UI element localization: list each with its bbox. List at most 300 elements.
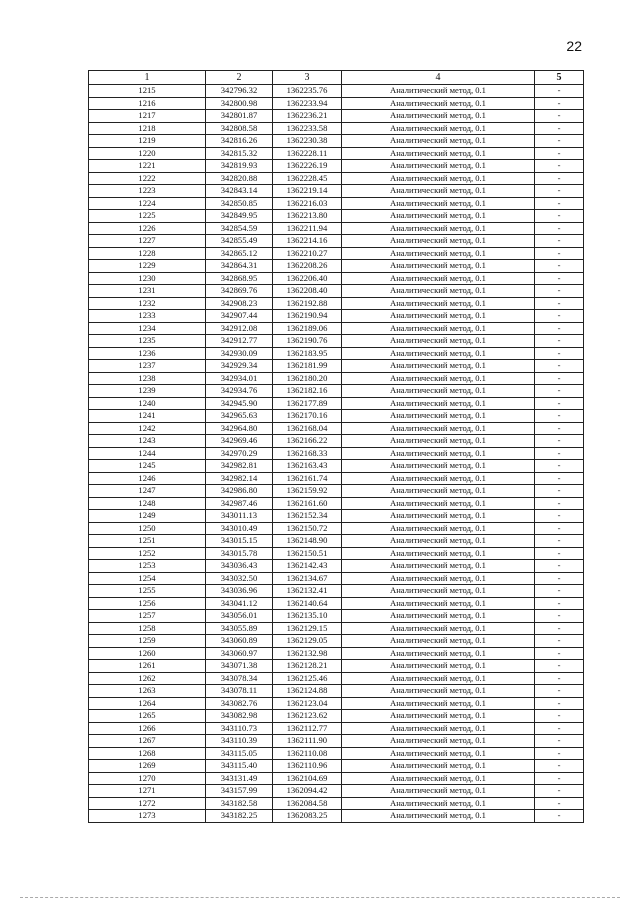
point-number-cell: 1267 xyxy=(89,735,206,748)
method-cell: Аналитический метод, 0.1 xyxy=(342,710,535,723)
point-number-cell: 1245 xyxy=(89,460,206,473)
y-coordinate-cell: 1362084.58 xyxy=(273,797,342,810)
point-number-cell: 1216 xyxy=(89,97,206,110)
method-cell: Аналитический метод, 0.1 xyxy=(342,160,535,173)
y-coordinate-cell: 1362125.46 xyxy=(273,672,342,685)
method-cell: Аналитический метод, 0.1 xyxy=(342,247,535,260)
column-header-4: 4 xyxy=(342,71,535,85)
note-cell: - xyxy=(535,360,584,373)
point-number-cell: 1260 xyxy=(89,647,206,660)
method-cell: Аналитический метод, 0.1 xyxy=(342,85,535,98)
x-coordinate-cell: 342843.14 xyxy=(206,185,273,198)
x-coordinate-cell: 342929.34 xyxy=(206,360,273,373)
note-cell: - xyxy=(535,797,584,810)
method-cell: Аналитический метод, 0.1 xyxy=(342,222,535,235)
method-cell: Аналитический метод, 0.1 xyxy=(342,647,535,660)
x-coordinate-cell: 343015.78 xyxy=(206,547,273,560)
table-row xyxy=(89,747,584,760)
x-coordinate-cell: 342819.93 xyxy=(206,160,273,173)
x-coordinate-cell: 343060.89 xyxy=(206,635,273,648)
y-coordinate-cell: 1362123.62 xyxy=(273,710,342,723)
note-cell: - xyxy=(535,547,584,560)
x-coordinate-cell: 342849.95 xyxy=(206,210,273,223)
y-coordinate-cell: 1362129.15 xyxy=(273,622,342,635)
table-row xyxy=(89,785,584,798)
table-row xyxy=(89,172,584,185)
y-coordinate-cell: 1362214.16 xyxy=(273,235,342,248)
x-coordinate-cell: 342987.46 xyxy=(206,497,273,510)
y-coordinate-cell: 1362083.25 xyxy=(273,810,342,823)
y-coordinate-cell: 1362216.03 xyxy=(273,197,342,210)
x-coordinate-cell: 342965.63 xyxy=(206,410,273,423)
table-row xyxy=(89,810,584,823)
table-row xyxy=(89,447,584,460)
column-header-3: 3 xyxy=(273,71,342,85)
table-row xyxy=(89,572,584,585)
method-cell: Аналитический метод, 0.1 xyxy=(342,660,535,673)
method-cell: Аналитический метод, 0.1 xyxy=(342,197,535,210)
page-bottom-line xyxy=(20,897,620,898)
x-coordinate-cell: 342934.76 xyxy=(206,385,273,398)
point-number-cell: 1272 xyxy=(89,797,206,810)
x-coordinate-cell: 342820.88 xyxy=(206,172,273,185)
note-cell: - xyxy=(535,635,584,648)
x-coordinate-cell: 343032.50 xyxy=(206,572,273,585)
y-coordinate-cell: 1362161.60 xyxy=(273,497,342,510)
x-coordinate-cell: 342970.29 xyxy=(206,447,273,460)
note-cell: - xyxy=(535,710,584,723)
note-cell: - xyxy=(535,185,584,198)
note-cell: - xyxy=(535,460,584,473)
note-cell: - xyxy=(535,410,584,423)
x-coordinate-cell: 342815.32 xyxy=(206,147,273,160)
x-coordinate-cell: 343078.11 xyxy=(206,685,273,698)
method-cell: Аналитический метод, 0.1 xyxy=(342,585,535,598)
method-cell: Аналитический метод, 0.1 xyxy=(342,735,535,748)
y-coordinate-cell: 1362132.41 xyxy=(273,585,342,598)
point-number-cell: 1252 xyxy=(89,547,206,560)
point-number-cell: 1215 xyxy=(89,85,206,98)
point-number-cell: 1236 xyxy=(89,347,206,360)
note-cell: - xyxy=(535,522,584,535)
note-cell: - xyxy=(535,535,584,548)
method-cell: Аналитический метод, 0.1 xyxy=(342,110,535,123)
note-cell: - xyxy=(535,247,584,260)
point-number-cell: 1233 xyxy=(89,310,206,323)
x-coordinate-cell: 342869.76 xyxy=(206,285,273,298)
method-cell: Аналитический метод, 0.1 xyxy=(342,522,535,535)
y-coordinate-cell: 1362123.04 xyxy=(273,697,342,710)
y-coordinate-cell: 1362226.19 xyxy=(273,160,342,173)
x-coordinate-cell: 342934.01 xyxy=(206,372,273,385)
table-row xyxy=(89,385,584,398)
method-cell: Аналитический метод, 0.1 xyxy=(342,322,535,335)
x-coordinate-cell: 342855.49 xyxy=(206,235,273,248)
note-cell: - xyxy=(535,372,584,385)
table-row xyxy=(89,97,584,110)
note-cell: - xyxy=(535,560,584,573)
y-coordinate-cell: 1362233.58 xyxy=(273,122,342,135)
point-number-cell: 1243 xyxy=(89,435,206,448)
y-coordinate-cell: 1362208.40 xyxy=(273,285,342,298)
method-cell: Аналитический метод, 0.1 xyxy=(342,497,535,510)
y-coordinate-cell: 1362190.94 xyxy=(273,310,342,323)
table-row xyxy=(89,85,584,98)
table-row xyxy=(89,122,584,135)
method-cell: Аналитический метод, 0.1 xyxy=(342,397,535,410)
y-coordinate-cell: 1362183.95 xyxy=(273,347,342,360)
y-coordinate-cell: 1362228.11 xyxy=(273,147,342,160)
y-coordinate-cell: 1362161.74 xyxy=(273,472,342,485)
x-coordinate-cell: 343082.98 xyxy=(206,710,273,723)
y-coordinate-cell: 1362211.94 xyxy=(273,222,342,235)
table-row xyxy=(89,560,584,573)
table-row xyxy=(89,797,584,810)
x-coordinate-cell: 342907.44 xyxy=(206,310,273,323)
point-number-cell: 1232 xyxy=(89,297,206,310)
table-row xyxy=(89,497,584,510)
x-coordinate-cell: 342982.14 xyxy=(206,472,273,485)
y-coordinate-cell: 1362110.08 xyxy=(273,747,342,760)
y-coordinate-cell: 1362210.27 xyxy=(273,247,342,260)
point-number-cell: 1222 xyxy=(89,172,206,185)
point-number-cell: 1257 xyxy=(89,610,206,623)
note-cell: - xyxy=(535,110,584,123)
point-number-cell: 1234 xyxy=(89,322,206,335)
method-cell: Аналитический метод, 0.1 xyxy=(342,472,535,485)
table-row xyxy=(89,210,584,223)
point-number-cell: 1229 xyxy=(89,260,206,273)
table-row xyxy=(89,235,584,248)
method-cell: Аналитический метод, 0.1 xyxy=(342,785,535,798)
y-coordinate-cell: 1362129.05 xyxy=(273,635,342,648)
y-coordinate-cell: 1362228.45 xyxy=(273,172,342,185)
note-cell: - xyxy=(535,210,584,223)
note-cell: - xyxy=(535,585,584,598)
point-number-cell: 1273 xyxy=(89,810,206,823)
y-coordinate-cell: 1362159.92 xyxy=(273,485,342,498)
point-number-cell: 1247 xyxy=(89,485,206,498)
x-coordinate-cell: 343115.05 xyxy=(206,747,273,760)
table-row xyxy=(89,772,584,785)
method-cell: Аналитический метод, 0.1 xyxy=(342,122,535,135)
x-coordinate-cell: 342982.81 xyxy=(206,460,273,473)
point-number-cell: 1223 xyxy=(89,185,206,198)
x-coordinate-cell: 343010.49 xyxy=(206,522,273,535)
point-number-cell: 1264 xyxy=(89,697,206,710)
table-row xyxy=(89,735,584,748)
table-row xyxy=(89,635,584,648)
method-cell: Аналитический метод, 0.1 xyxy=(342,135,535,148)
point-number-cell: 1249 xyxy=(89,510,206,523)
table-row xyxy=(89,685,584,698)
point-number-cell: 1262 xyxy=(89,672,206,685)
y-coordinate-cell: 1362132.98 xyxy=(273,647,342,660)
note-cell: - xyxy=(535,697,584,710)
x-coordinate-cell: 342912.08 xyxy=(206,322,273,335)
method-cell: Аналитический метод, 0.1 xyxy=(342,510,535,523)
column-header-2: 2 xyxy=(206,71,273,85)
method-cell: Аналитический метод, 0.1 xyxy=(342,410,535,423)
x-coordinate-cell: 342964.80 xyxy=(206,422,273,435)
note-cell: - xyxy=(535,272,584,285)
x-coordinate-cell: 343110.73 xyxy=(206,722,273,735)
note-cell: - xyxy=(535,447,584,460)
note-cell: - xyxy=(535,722,584,735)
note-cell: - xyxy=(535,660,584,673)
y-coordinate-cell: 1362150.51 xyxy=(273,547,342,560)
point-number-cell: 1227 xyxy=(89,235,206,248)
y-coordinate-cell: 1362112.77 xyxy=(273,722,342,735)
point-number-cell: 1268 xyxy=(89,747,206,760)
method-cell: Аналитический метод, 0.1 xyxy=(342,760,535,773)
point-number-cell: 1239 xyxy=(89,385,206,398)
table-row xyxy=(89,372,584,385)
y-coordinate-cell: 1362140.64 xyxy=(273,597,342,610)
method-cell: Аналитический метод, 0.1 xyxy=(342,747,535,760)
method-cell: Аналитический метод, 0.1 xyxy=(342,272,535,285)
note-cell: - xyxy=(535,685,584,698)
y-coordinate-cell: 1362236.21 xyxy=(273,110,342,123)
note-cell: - xyxy=(535,785,584,798)
coordinates-table xyxy=(88,70,584,823)
point-number-cell: 1228 xyxy=(89,247,206,260)
point-number-cell: 1218 xyxy=(89,122,206,135)
note-cell: - xyxy=(535,197,584,210)
note-cell: - xyxy=(535,672,584,685)
y-coordinate-cell: 1362110.96 xyxy=(273,760,342,773)
x-coordinate-cell: 342808.58 xyxy=(206,122,273,135)
point-number-cell: 1226 xyxy=(89,222,206,235)
y-coordinate-cell: 1362135.10 xyxy=(273,610,342,623)
table-row xyxy=(89,697,584,710)
note-cell: - xyxy=(535,347,584,360)
note-cell: - xyxy=(535,85,584,98)
method-cell: Аналитический метод, 0.1 xyxy=(342,147,535,160)
x-coordinate-cell: 343056.01 xyxy=(206,610,273,623)
y-coordinate-cell: 1362192.88 xyxy=(273,297,342,310)
x-coordinate-cell: 342800.98 xyxy=(206,97,273,110)
y-coordinate-cell: 1362166.22 xyxy=(273,435,342,448)
note-cell: - xyxy=(535,122,584,135)
x-coordinate-cell: 343036.43 xyxy=(206,560,273,573)
table-row xyxy=(89,297,584,310)
table-row xyxy=(89,435,584,448)
table-row xyxy=(89,285,584,298)
table-row xyxy=(89,160,584,173)
point-number-cell: 1221 xyxy=(89,160,206,173)
table-body xyxy=(89,85,584,823)
x-coordinate-cell: 342816.26 xyxy=(206,135,273,148)
x-coordinate-cell: 343060.97 xyxy=(206,647,273,660)
point-number-cell: 1251 xyxy=(89,535,206,548)
y-coordinate-cell: 1362142.43 xyxy=(273,560,342,573)
method-cell: Аналитический метод, 0.1 xyxy=(342,385,535,398)
note-cell: - xyxy=(535,735,584,748)
y-coordinate-cell: 1362168.04 xyxy=(273,422,342,435)
x-coordinate-cell: 342868.95 xyxy=(206,272,273,285)
method-cell: Аналитический метод, 0.1 xyxy=(342,347,535,360)
table-row xyxy=(89,222,584,235)
method-cell: Аналитический метод, 0.1 xyxy=(342,772,535,785)
point-number-cell: 1253 xyxy=(89,560,206,573)
table-row xyxy=(89,310,584,323)
method-cell: Аналитический метод, 0.1 xyxy=(342,422,535,435)
table-row xyxy=(89,410,584,423)
method-cell: Аналитический метод, 0.1 xyxy=(342,297,535,310)
y-coordinate-cell: 1362190.76 xyxy=(273,335,342,348)
y-coordinate-cell: 1362163.43 xyxy=(273,460,342,473)
x-coordinate-cell: 342908.23 xyxy=(206,297,273,310)
x-coordinate-cell: 343036.96 xyxy=(206,585,273,598)
x-coordinate-cell: 343082.76 xyxy=(206,697,273,710)
y-coordinate-cell: 1362152.34 xyxy=(273,510,342,523)
note-cell: - xyxy=(535,772,584,785)
point-number-cell: 1266 xyxy=(89,722,206,735)
note-cell: - xyxy=(535,597,584,610)
x-coordinate-cell: 342801.87 xyxy=(206,110,273,123)
method-cell: Аналитический метод, 0.1 xyxy=(342,635,535,648)
note-cell: - xyxy=(535,135,584,148)
x-coordinate-cell: 343157.99 xyxy=(206,785,273,798)
y-coordinate-cell: 1362219.14 xyxy=(273,185,342,198)
table-row xyxy=(89,147,584,160)
x-coordinate-cell: 343011.13 xyxy=(206,510,273,523)
table-row xyxy=(89,510,584,523)
x-coordinate-cell: 342969.46 xyxy=(206,435,273,448)
y-coordinate-cell: 1362182.16 xyxy=(273,385,342,398)
table-row xyxy=(89,197,584,210)
note-cell: - xyxy=(535,472,584,485)
y-coordinate-cell: 1362177.89 xyxy=(273,397,342,410)
x-coordinate-cell: 342930.09 xyxy=(206,347,273,360)
point-number-cell: 1219 xyxy=(89,135,206,148)
table-row xyxy=(89,185,584,198)
point-number-cell: 1263 xyxy=(89,685,206,698)
point-number-cell: 1255 xyxy=(89,585,206,598)
note-cell: - xyxy=(535,422,584,435)
column-header-5: 5 xyxy=(535,71,584,85)
point-number-cell: 1256 xyxy=(89,597,206,610)
table-row xyxy=(89,610,584,623)
x-coordinate-cell: 342850.85 xyxy=(206,197,273,210)
table-row xyxy=(89,272,584,285)
point-number-cell: 1269 xyxy=(89,760,206,773)
point-number-cell: 1237 xyxy=(89,360,206,373)
y-coordinate-cell: 1362206.40 xyxy=(273,272,342,285)
note-cell: - xyxy=(535,147,584,160)
table-row xyxy=(89,485,584,498)
x-coordinate-cell: 342945.90 xyxy=(206,397,273,410)
method-cell: Аналитический метод, 0.1 xyxy=(342,810,535,823)
method-cell: Аналитический метод, 0.1 xyxy=(342,485,535,498)
point-number-cell: 1235 xyxy=(89,335,206,348)
note-cell: - xyxy=(535,285,584,298)
method-cell: Аналитический метод, 0.1 xyxy=(342,610,535,623)
method-cell: Аналитический метод, 0.1 xyxy=(342,447,535,460)
table-row xyxy=(89,585,584,598)
table-row xyxy=(89,247,584,260)
point-number-cell: 1250 xyxy=(89,522,206,535)
table-row xyxy=(89,535,584,548)
method-cell: Аналитический метод, 0.1 xyxy=(342,172,535,185)
y-coordinate-cell: 1362111.90 xyxy=(273,735,342,748)
note-cell: - xyxy=(535,810,584,823)
method-cell: Аналитический метод, 0.1 xyxy=(342,685,535,698)
point-number-cell: 1224 xyxy=(89,197,206,210)
x-coordinate-cell: 343115.40 xyxy=(206,760,273,773)
y-coordinate-cell: 1362208.26 xyxy=(273,260,342,273)
point-number-cell: 1265 xyxy=(89,710,206,723)
y-coordinate-cell: 1362233.94 xyxy=(273,97,342,110)
table-row xyxy=(89,422,584,435)
method-cell: Аналитический метод, 0.1 xyxy=(342,435,535,448)
note-cell: - xyxy=(535,760,584,773)
point-number-cell: 1261 xyxy=(89,660,206,673)
method-cell: Аналитический метод, 0.1 xyxy=(342,572,535,585)
x-coordinate-cell: 342865.12 xyxy=(206,247,273,260)
table-row xyxy=(89,760,584,773)
table-row xyxy=(89,722,584,735)
table-row xyxy=(89,322,584,335)
y-coordinate-cell: 1362230.38 xyxy=(273,135,342,148)
note-cell: - xyxy=(535,435,584,448)
note-cell: - xyxy=(535,310,584,323)
point-number-cell: 1270 xyxy=(89,772,206,785)
x-coordinate-cell: 342796.32 xyxy=(206,85,273,98)
note-cell: - xyxy=(535,572,584,585)
point-number-cell: 1248 xyxy=(89,497,206,510)
x-coordinate-cell: 343015.15 xyxy=(206,535,273,548)
method-cell: Аналитический метод, 0.1 xyxy=(342,547,535,560)
table-row xyxy=(89,397,584,410)
column-header-1: 1 xyxy=(89,71,206,85)
x-coordinate-cell: 343041.12 xyxy=(206,597,273,610)
y-coordinate-cell: 1362124.88 xyxy=(273,685,342,698)
x-coordinate-cell: 343078.34 xyxy=(206,672,273,685)
point-number-cell: 1231 xyxy=(89,285,206,298)
note-cell: - xyxy=(535,510,584,523)
x-coordinate-cell: 342912.77 xyxy=(206,335,273,348)
x-coordinate-cell: 342986.80 xyxy=(206,485,273,498)
y-coordinate-cell: 1362148.90 xyxy=(273,535,342,548)
point-number-cell: 1259 xyxy=(89,635,206,648)
table-row xyxy=(89,597,584,610)
method-cell: Аналитический метод, 0.1 xyxy=(342,797,535,810)
y-coordinate-cell: 1362189.06 xyxy=(273,322,342,335)
note-cell: - xyxy=(535,235,584,248)
method-cell: Аналитический метод, 0.1 xyxy=(342,460,535,473)
method-cell: Аналитический метод, 0.1 xyxy=(342,360,535,373)
x-coordinate-cell: 343182.25 xyxy=(206,810,273,823)
point-number-cell: 1220 xyxy=(89,147,206,160)
point-number-cell: 1230 xyxy=(89,272,206,285)
method-cell: Аналитический метод, 0.1 xyxy=(342,185,535,198)
method-cell: Аналитический метод, 0.1 xyxy=(342,697,535,710)
table-row xyxy=(89,547,584,560)
y-coordinate-cell: 1362235.76 xyxy=(273,85,342,98)
note-cell: - xyxy=(535,160,584,173)
method-cell: Аналитический метод, 0.1 xyxy=(342,722,535,735)
table-row xyxy=(89,472,584,485)
x-coordinate-cell: 343071.38 xyxy=(206,660,273,673)
note-cell: - xyxy=(535,222,584,235)
point-number-cell: 1241 xyxy=(89,410,206,423)
y-coordinate-cell: 1362213.80 xyxy=(273,210,342,223)
table-row xyxy=(89,135,584,148)
point-number-cell: 1240 xyxy=(89,397,206,410)
method-cell: Аналитический метод, 0.1 xyxy=(342,597,535,610)
